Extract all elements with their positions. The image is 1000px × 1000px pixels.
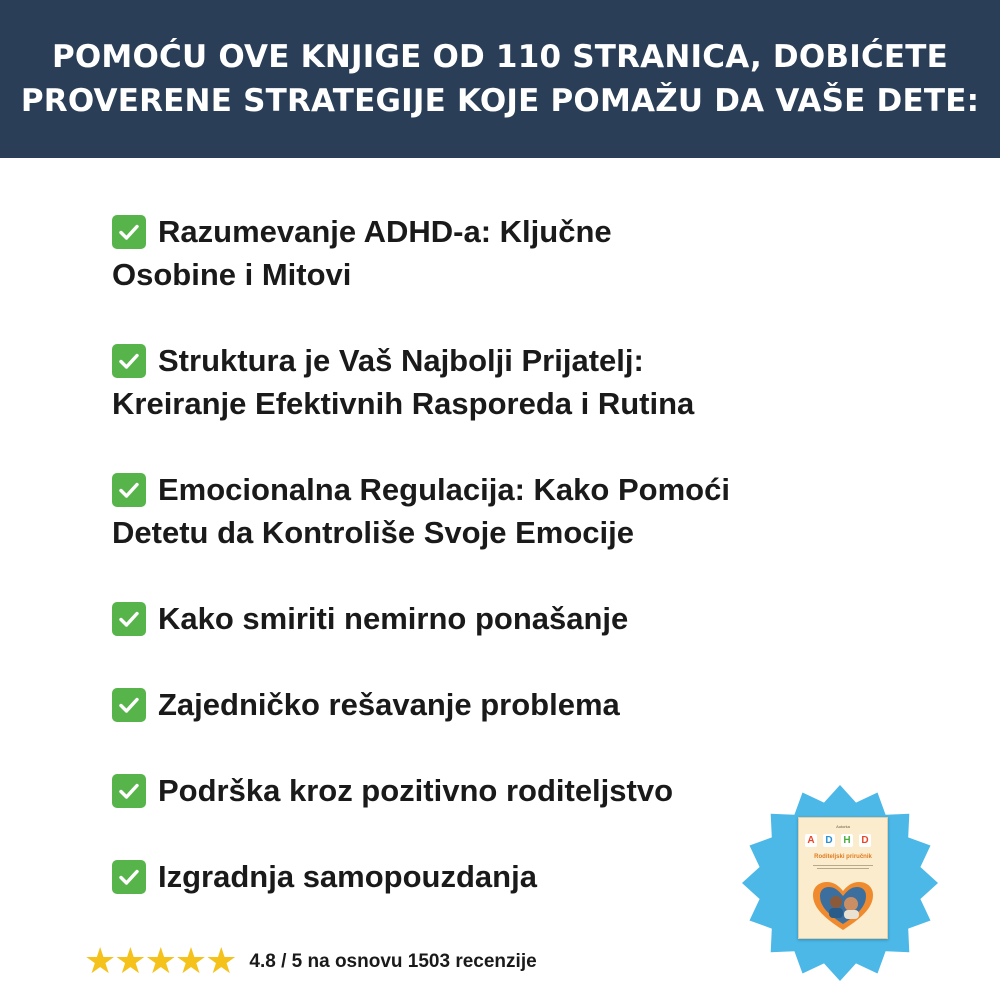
- star-rating: [84, 941, 238, 982]
- header-title-line-1: POMOĆU OVE KNJIGE OD 110 STRANICA, DOBIĆETE: [51, 39, 949, 75]
- feature-item: [112, 597, 832, 640]
- book-letters: [805, 834, 871, 847]
- feature-text: Razumevanje ADHD-a: Ključne: [158, 214, 612, 249]
- feature-text: Struktura je Vaš Najbolji Prijatelj:: [158, 343, 644, 378]
- checkmark-icon: [112, 602, 146, 636]
- star-icon: ★: [205, 941, 238, 982]
- book-title: Roditeljski priručnik: [814, 854, 872, 860]
- book-letter: H: [841, 834, 853, 847]
- feature-text: Zajedničko rešavanje problema: [158, 687, 620, 722]
- feature-item: [112, 339, 832, 425]
- feature-item: [112, 210, 832, 296]
- heart-icon: [811, 880, 875, 932]
- book-author: Autorka: [836, 824, 850, 829]
- feature-text: Emocionalna Regulacija: Kako Pomoći: [158, 472, 730, 507]
- feature-text: Izgradnja samopouzdanja: [158, 859, 537, 894]
- book-cover-image: [798, 817, 888, 939]
- feature-text-continued: Detetu da Kontroliše Svoje Emocije: [112, 515, 634, 550]
- star-icon: ★: [174, 941, 208, 982]
- feature-text-continued: Osobine i Mitovi: [112, 257, 352, 292]
- checkmark-icon: [112, 860, 146, 894]
- checkmark-icon: [112, 344, 146, 378]
- feature-list: [112, 210, 832, 898]
- star-icon: ★: [114, 941, 147, 982]
- feature-text: Kako smiriti nemirno ponašanje: [158, 601, 629, 636]
- feature-item: [112, 769, 832, 812]
- rating-text: 4.8 / 5 na osnovu 1503 recenzije: [249, 951, 537, 972]
- feature-text: Podrška kroz pozitivno roditeljstvo: [158, 773, 674, 808]
- book-letter: D: [859, 834, 871, 847]
- feature-text-continued: Kreiranje Efektivnih Rasporeda i Rutina: [112, 386, 695, 421]
- checkmark-icon: [112, 215, 146, 249]
- checkmark-icon: [112, 688, 146, 722]
- star-icon: ★: [84, 941, 117, 982]
- book-letter: D: [823, 834, 835, 847]
- rating-summary: [84, 943, 537, 981]
- checkmark-icon: [112, 774, 146, 808]
- feature-item: [112, 683, 832, 726]
- header-title-line-2: PROVERENE STRATEGIJE KOJE POMAŽU DA VAŠE DETE:: [20, 83, 980, 119]
- star-icon: ★: [144, 941, 177, 982]
- book-subtitle-lines: [807, 863, 879, 871]
- book-letter: A: [805, 834, 817, 847]
- header-banner: [0, 0, 1000, 158]
- feature-item: [112, 855, 832, 898]
- checkmark-icon: [112, 473, 146, 507]
- feature-item: [112, 468, 832, 554]
